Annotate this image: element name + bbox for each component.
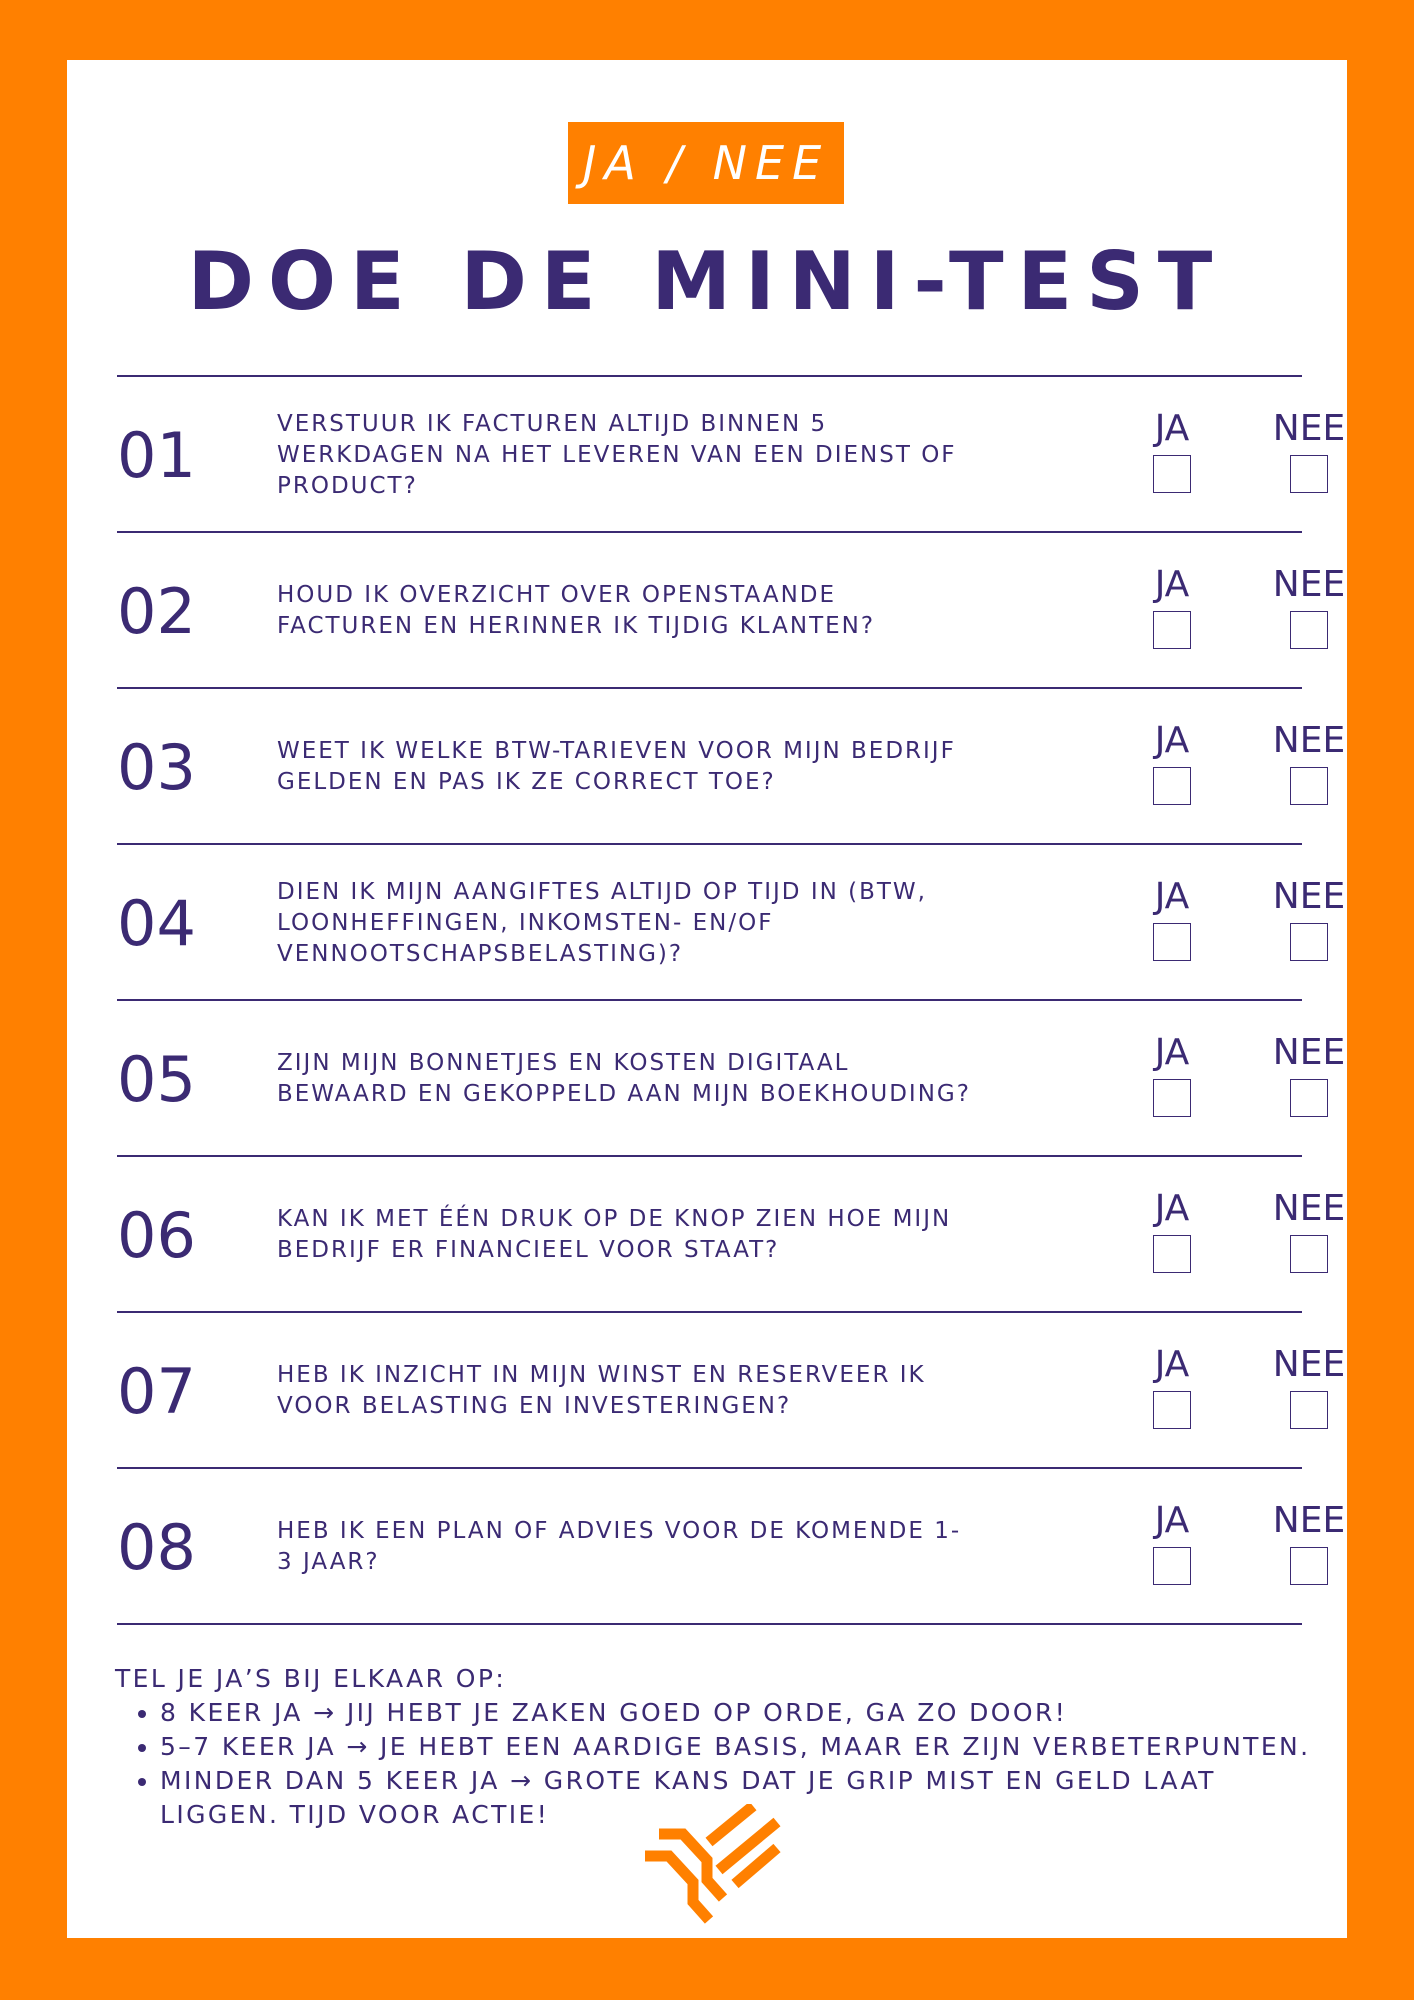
option-ja [1117, 565, 1227, 649]
summary-item: • 8 KEER JA → JIJ HEBT JE ZAKEN GOED OP ORDE, GA ZO DOOR! [160, 1696, 1315, 1730]
option-ja [1117, 1501, 1227, 1585]
summary-item: • 5–7 KEER JA → JE HEBT EEN AARDIGE BASIS, MAAR ER ZIJN VERBETERPUNTEN. [160, 1730, 1315, 1764]
option-nee [1254, 1189, 1364, 1273]
question-row-07 [117, 1313, 1346, 1469]
ja-checkbox[interactable] [1153, 923, 1191, 961]
ja-checkbox[interactable] [1153, 767, 1191, 805]
question-number: 05 [117, 1042, 196, 1116]
option-nee [1254, 565, 1364, 649]
nee-checkbox[interactable] [1290, 611, 1328, 649]
question-row-08 [117, 1469, 1346, 1625]
nee-label: NEE [1272, 408, 1346, 449]
ja-checkbox[interactable] [1153, 1391, 1191, 1429]
ja-label: JA [1154, 1032, 1190, 1073]
ja-label: JA [1154, 1344, 1190, 1385]
question-row-01 [117, 377, 1346, 533]
nee-label: NEE [1272, 1032, 1346, 1073]
nee-label: NEE [1272, 1500, 1346, 1541]
ja-label: JA [1154, 564, 1190, 605]
option-nee [1254, 409, 1364, 493]
ja-checkbox[interactable] [1153, 1547, 1191, 1585]
option-ja [1117, 409, 1227, 493]
question-row-03 [117, 689, 1346, 845]
option-ja [1117, 1189, 1227, 1273]
option-nee [1254, 1501, 1364, 1585]
nee-label: NEE [1272, 1344, 1346, 1385]
option-ja [1117, 877, 1227, 961]
ja-label: JA [1154, 1188, 1190, 1229]
nee-checkbox[interactable] [1290, 1079, 1328, 1117]
question-text: KAN IK MET ÉÉN DRUK OP DE KNOP ZIEN HOE MIJN BEDRIJF ER FINANCIEEL VOOR STAAT? [277, 1206, 952, 1263]
question-number: 02 [117, 574, 196, 648]
option-ja [1117, 721, 1227, 805]
question-text: VERSTUUR IK FACTUREN ALTIJD BINNEN 5 WERKDAGEN NA HET LEVEREN VAN EEN DIENST OF PRODUCT? [277, 410, 957, 499]
question-text: ZIJN MIJN BONNETJES EN KOSTEN DIGITAAL BEWAARD EN GEKOPPELD AAN MIJN BOEKHOUDING? [277, 1050, 971, 1107]
question-text: HEB IK EEN PLAN OF ADVIES VOOR DE KOMENDE 1-3 JAAR? [277, 1518, 962, 1575]
option-nee [1254, 1033, 1364, 1117]
nee-label: NEE [1272, 1188, 1346, 1229]
ja-checkbox[interactable] [1153, 1079, 1191, 1117]
question-text: WEET IK WELKE BTW-TARIEVEN VOOR MIJN BEDRIJF GELDEN EN PAS IK ZE CORRECT TOE? [277, 738, 956, 795]
brand-logo-icon [635, 1804, 785, 1924]
summary-item: • MINDER DAN 5 KEER JA → GROTE KANS DAT JE GRIP MIST EN GELD LAAT LIGGEN. TIJD VOOR ACTIE! [160, 1764, 1315, 1832]
ja-label: JA [1154, 408, 1190, 449]
question-row-06 [117, 1157, 1346, 1313]
question-text: DIEN IK MIJN AANGIFTES ALTIJD OP TIJD IN (BTW, LOONHEFFINGEN, INKOMSTEN- EN/OF VENNOOTSCHAPSBELASTING)? [277, 878, 927, 967]
nee-label: NEE [1272, 564, 1346, 605]
option-nee [1254, 721, 1364, 805]
nee-checkbox[interactable] [1290, 923, 1328, 961]
nee-checkbox[interactable] [1290, 767, 1328, 805]
option-nee [1254, 1345, 1364, 1429]
nee-checkbox[interactable] [1290, 455, 1328, 493]
question-row-05 [117, 1001, 1346, 1157]
question-number: 03 [117, 730, 196, 804]
question-row-02 [117, 533, 1346, 689]
nee-label: NEE [1272, 876, 1346, 917]
question-row-04 [117, 845, 1346, 1001]
quiz-card [67, 60, 1347, 1938]
ja-label: JA [1154, 1500, 1190, 1541]
ja-checkbox[interactable] [1153, 1235, 1191, 1273]
ja-nee-badge: JA / NEE [568, 122, 844, 204]
ja-label: JA [1154, 720, 1190, 761]
ja-label: JA [1154, 876, 1190, 917]
divider [117, 1623, 1302, 1625]
ja-checkbox[interactable] [1153, 455, 1191, 493]
option-ja [1117, 1345, 1227, 1429]
question-number: 06 [117, 1198, 196, 1272]
ja-checkbox[interactable] [1153, 611, 1191, 649]
summary-title: TEL JE JA’S BIJ ELKAAR OP: [115, 1664, 507, 1693]
nee-label: NEE [1272, 720, 1346, 761]
question-number: 04 [117, 886, 196, 960]
page-title: DOE DE MINI-TEST [187, 235, 1227, 328]
option-nee [1254, 877, 1364, 961]
option-ja [1117, 1033, 1227, 1117]
question-number: 07 [117, 1354, 196, 1428]
question-number: 08 [117, 1510, 196, 1584]
nee-checkbox[interactable] [1290, 1235, 1328, 1273]
nee-checkbox[interactable] [1290, 1547, 1328, 1585]
question-text: HOUD IK OVERZICHT OVER OPENSTAANDE FACTUREN EN HERINNER IK TIJDIG KLANTEN? [277, 582, 876, 639]
question-number: 01 [117, 418, 196, 492]
question-text: HEB IK INZICHT IN MIJN WINST EN RESERVEER IK VOOR BELASTING EN INVESTERINGEN? [277, 1362, 926, 1419]
nee-checkbox[interactable] [1290, 1391, 1328, 1429]
